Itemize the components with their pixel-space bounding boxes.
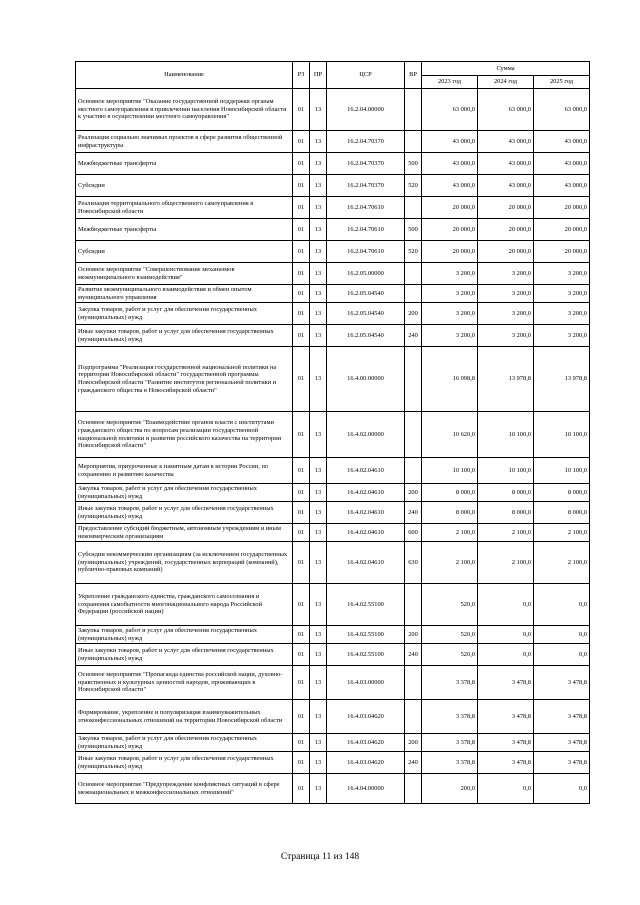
cell-vr: 630: [405, 542, 422, 584]
cell-csr: 16.4.03.04620: [327, 734, 405, 752]
cell-pr: 13: [310, 325, 327, 347]
header-rz: РЗ: [293, 62, 310, 89]
cell-vr: [405, 131, 422, 153]
cell-2024: 43 000,0: [478, 131, 534, 153]
cell-pr: 13: [310, 666, 327, 700]
table-row: [76, 584, 590, 626]
cell-2024: 0,0: [478, 626, 534, 644]
cell-rz: 01: [293, 325, 310, 347]
cell-2025: 0,0: [534, 644, 590, 666]
cell-rz: 01: [293, 285, 310, 303]
cell-vr: [405, 584, 422, 626]
cell-2025: 3 478,8: [534, 700, 590, 734]
cell-name: Реализация территориального общественного самоуправления в Новосибирской области: [76, 197, 293, 219]
cell-name: Предоставление субсидий бюджетным, автономным учреждениям и иным некоммерческим организациям: [76, 524, 293, 542]
header-year-2024: 2024 год: [478, 76, 534, 89]
cell-2025: 10 100,0: [534, 458, 590, 484]
cell-vr: [405, 347, 422, 412]
cell-csr: 16.4.03.04620: [327, 752, 405, 774]
cell-vr: 240: [405, 644, 422, 666]
cell-name: Закупка товаров, работ и услуг для обеспечения государственных (муниципальных) нужд: [76, 303, 293, 325]
cell-pr: 13: [310, 131, 327, 153]
cell-csr: 16.2.04.70610: [327, 241, 405, 263]
cell-rz: 01: [293, 458, 310, 484]
cell-csr: 16.2.05.04540: [327, 325, 405, 347]
cell-rz: 01: [293, 666, 310, 700]
cell-2025: 3 478,8: [534, 666, 590, 700]
table-row: [76, 219, 590, 241]
cell-2025: 43 000,0: [534, 131, 590, 153]
cell-2024: 13 978,8: [478, 347, 534, 412]
table-row: [76, 89, 590, 131]
table-row: [76, 153, 590, 175]
table-row: [76, 666, 590, 700]
table-row: [76, 774, 590, 804]
table-row: [76, 734, 590, 752]
cell-name: Иные закупки товаров, работ и услуг для обеспечения государственных (муниципальных) нужд: [76, 644, 293, 666]
cell-pr: 13: [310, 626, 327, 644]
cell-2024: 20 000,0: [478, 241, 534, 263]
cell-rz: 01: [293, 347, 310, 412]
cell-rz: 01: [293, 175, 310, 197]
cell-rz: 01: [293, 89, 310, 131]
cell-rz: 01: [293, 700, 310, 734]
cell-csr: 16.4.02.04610: [327, 458, 405, 484]
cell-2023: 8 000,0: [422, 502, 478, 524]
table-row: [76, 197, 590, 219]
cell-rz: 01: [293, 484, 310, 502]
cell-csr: 16.4.02.04610: [327, 484, 405, 502]
cell-2025: 0,0: [534, 774, 590, 804]
cell-pr: 13: [310, 774, 327, 804]
cell-csr: 16.2.04.70370: [327, 131, 405, 153]
cell-2023: 200,0: [422, 774, 478, 804]
cell-2023: 63 000,0: [422, 89, 478, 131]
cell-2025: 8 000,0: [534, 502, 590, 524]
cell-2023: 3 378,8: [422, 752, 478, 774]
cell-pr: 13: [310, 219, 327, 241]
cell-2024: 0,0: [478, 774, 534, 804]
budget-table: [75, 61, 590, 804]
cell-rz: 01: [293, 774, 310, 804]
cell-2024: 43 000,0: [478, 153, 534, 175]
cell-2025: 8 000,0: [534, 484, 590, 502]
cell-2024: 3 478,8: [478, 666, 534, 700]
cell-name: Иные закупки товаров, работ и услуг для обеспечения государственных (муниципальных) нужд: [76, 502, 293, 524]
cell-name: Мероприятия, приуроченные к памятным датам в истории России, по сохранению и развитию казачества: [76, 458, 293, 484]
cell-vr: [405, 197, 422, 219]
cell-pr: 13: [310, 347, 327, 412]
cell-2024: 43 000,0: [478, 175, 534, 197]
cell-vr: [405, 666, 422, 700]
cell-csr: 16.2.04.00000: [327, 89, 405, 131]
cell-2025: 2 100,0: [534, 542, 590, 584]
cell-2024: 8 000,0: [478, 484, 534, 502]
table-row: [76, 263, 590, 285]
table-body: [76, 89, 590, 804]
table-row: [76, 502, 590, 524]
cell-csr: 16.4.02.04610: [327, 524, 405, 542]
cell-2025: 0,0: [534, 626, 590, 644]
cell-2023: 3 200,0: [422, 263, 478, 285]
cell-2024: 10 100,0: [478, 458, 534, 484]
cell-csr: 16.2.04.70370: [327, 175, 405, 197]
cell-pr: 13: [310, 458, 327, 484]
cell-2023: 3 378,8: [422, 734, 478, 752]
cell-pr: 13: [310, 153, 327, 175]
cell-vr: [405, 700, 422, 734]
cell-pr: 13: [310, 175, 327, 197]
cell-2024: 3 478,8: [478, 734, 534, 752]
cell-name: Закупка товаров, работ и услуг для обеспечения государственных (муниципальных) нужд: [76, 626, 293, 644]
cell-vr: [405, 285, 422, 303]
cell-vr: 500: [405, 153, 422, 175]
cell-vr: 600: [405, 524, 422, 542]
cell-2023: 20 000,0: [422, 219, 478, 241]
page-number: Страница 11 из 148: [280, 852, 360, 862]
cell-vr: [405, 774, 422, 804]
cell-pr: 13: [310, 412, 327, 458]
cell-2025: 3 200,0: [534, 263, 590, 285]
table-row: [76, 303, 590, 325]
cell-pr: 13: [310, 542, 327, 584]
cell-2024: 20 000,0: [478, 219, 534, 241]
cell-name: Развитие межмуниципального взаимодействия и обмен опытом муниципального управления: [76, 285, 293, 303]
cell-csr: 16.4.00.00000: [327, 347, 405, 412]
cell-2025: 3 200,0: [534, 325, 590, 347]
cell-csr: 16.2.04.70370: [327, 153, 405, 175]
table-row: [76, 285, 590, 303]
table-header: [76, 62, 590, 89]
cell-csr: 16.2.04.70610: [327, 219, 405, 241]
cell-2023: 10 100,0: [422, 458, 478, 484]
cell-pr: 13: [310, 197, 327, 219]
cell-csr: 16.4.02.55100: [327, 644, 405, 666]
cell-rz: 01: [293, 241, 310, 263]
cell-pr: 13: [310, 700, 327, 734]
cell-csr: 16.2.05.04540: [327, 285, 405, 303]
cell-csr: 16.4.02.55100: [327, 626, 405, 644]
cell-csr: 16.2.05.04540: [327, 303, 405, 325]
header-sum: Сумма: [422, 62, 590, 76]
table-row: [76, 626, 590, 644]
table-row: [76, 131, 590, 153]
cell-vr: [405, 412, 422, 458]
cell-vr: [405, 458, 422, 484]
cell-2024: 3 478,8: [478, 700, 534, 734]
cell-rz: 01: [293, 542, 310, 584]
cell-2025: 3 478,8: [534, 752, 590, 774]
cell-rz: 01: [293, 734, 310, 752]
cell-vr: 520: [405, 175, 422, 197]
cell-name: Основное мероприятие "Предупреждение конфликтных ситуаций в сфере межнациональных и межконфессиональных отношений": [76, 774, 293, 804]
cell-name: Укрепление гражданского единства, гражданского самосознания и сохранения самобытности многонационального народа Российской Федерации (российской нации): [76, 584, 293, 626]
cell-2024: 2 100,0: [478, 524, 534, 542]
cell-pr: 13: [310, 584, 327, 626]
cell-rz: 01: [293, 263, 310, 285]
cell-rz: 01: [293, 502, 310, 524]
cell-2024: 3 478,8: [478, 752, 534, 774]
cell-name: Формирование, укрепление и популяризация взаимоуважительных этноконфессиональных отношений на территории Новосибирской области: [76, 700, 293, 734]
cell-name: Закупка товаров, работ и услуг для обеспечения государственных (муниципальных) нужд: [76, 734, 293, 752]
cell-rz: 01: [293, 584, 310, 626]
cell-2025: 63 000,0: [534, 89, 590, 131]
cell-2023: 3 200,0: [422, 285, 478, 303]
cell-pr: 13: [310, 502, 327, 524]
header-year-2023: 2023 год: [422, 76, 478, 89]
cell-name: Межбюджетные трансферты: [76, 153, 293, 175]
cell-vr: [405, 263, 422, 285]
cell-csr: 16.4.04.00000: [327, 774, 405, 804]
cell-vr: 240: [405, 325, 422, 347]
cell-vr: [405, 89, 422, 131]
cell-2023: 3 200,0: [422, 325, 478, 347]
cell-name: Субсидии: [76, 241, 293, 263]
table-row: [76, 542, 590, 584]
cell-2024: 0,0: [478, 644, 534, 666]
table-row: [76, 752, 590, 774]
cell-2025: 20 000,0: [534, 197, 590, 219]
cell-2023: 20 000,0: [422, 197, 478, 219]
cell-pr: 13: [310, 285, 327, 303]
cell-2023: 43 000,0: [422, 153, 478, 175]
header-name: Наименование: [76, 62, 293, 89]
cell-pr: 13: [310, 263, 327, 285]
cell-2023: 3 378,8: [422, 700, 478, 734]
cell-2023: 2 100,0: [422, 524, 478, 542]
header-pr: ПР: [310, 62, 327, 89]
table-row: [76, 175, 590, 197]
cell-2024: 10 100,0: [478, 412, 534, 458]
cell-csr: 16.2.04.70610: [327, 197, 405, 219]
table-row: [76, 524, 590, 542]
cell-csr: 16.4.03.00000: [327, 666, 405, 700]
cell-rz: 01: [293, 197, 310, 219]
cell-2023: 43 000,0: [422, 131, 478, 153]
cell-rz: 01: [293, 219, 310, 241]
cell-2023: 8 000,0: [422, 484, 478, 502]
cell-name: Иные закупки товаров, работ и услуг для обеспечения государственных (муниципальных) нужд: [76, 752, 293, 774]
cell-2023: 10 620,0: [422, 412, 478, 458]
cell-2023: 520,0: [422, 626, 478, 644]
cell-2025: 43 000,0: [534, 175, 590, 197]
cell-pr: 13: [310, 734, 327, 752]
cell-2025: 20 000,0: [534, 241, 590, 263]
header-csr: ЦСР: [327, 62, 405, 89]
cell-2024: 63 000,0: [478, 89, 534, 131]
cell-vr: 240: [405, 752, 422, 774]
cell-pr: 13: [310, 524, 327, 542]
cell-rz: 01: [293, 303, 310, 325]
cell-name: Основное мероприятие "Взаимодействие органов власти с институтами гражданского общества по вопросам реализации государственной национальной политики и развития российского казачества на территории Новосибирской области": [76, 412, 293, 458]
table-row: [76, 412, 590, 458]
cell-2023: 2 100,0: [422, 542, 478, 584]
table-row: [76, 484, 590, 502]
cell-2024: 3 200,0: [478, 325, 534, 347]
cell-csr: 16.4.02.04610: [327, 502, 405, 524]
cell-2025: 43 000,0: [534, 153, 590, 175]
cell-vr: 200: [405, 734, 422, 752]
cell-rz: 01: [293, 412, 310, 458]
cell-csr: 16.4.02.04610: [327, 542, 405, 584]
cell-2023: 520,0: [422, 644, 478, 666]
cell-vr: 240: [405, 502, 422, 524]
cell-pr: 13: [310, 89, 327, 131]
cell-2023: 3 200,0: [422, 303, 478, 325]
cell-2023: 520,0: [422, 584, 478, 626]
table-row: [76, 700, 590, 734]
cell-rz: 01: [293, 752, 310, 774]
cell-2023: 20 000,0: [422, 241, 478, 263]
cell-2025: 0,0: [534, 584, 590, 626]
cell-name: Подпрограмма "Реализация государственной национальной политики на территории Новосибирской области" государственной программы Новосибирской области "Развитие институтов региональной политики и гражданского общества в Новосибирской области": [76, 347, 293, 412]
cell-2025: 10 100,0: [534, 412, 590, 458]
cell-rz: 01: [293, 626, 310, 644]
cell-vr: 500: [405, 219, 422, 241]
cell-csr: 16.4.02.00000: [327, 412, 405, 458]
table-row: [76, 325, 590, 347]
cell-name: Основное мероприятие "Пропаганда единства российской нации, духовно-нравственных и культурных ценностей народов, проживающих в Новосибирской области": [76, 666, 293, 700]
cell-2023: 16 098,8: [422, 347, 478, 412]
cell-csr: 16.4.02.55100: [327, 584, 405, 626]
cell-2024: 3 200,0: [478, 303, 534, 325]
cell-name: Субсидии некоммерческим организациям (за исключением государственных (муниципальных) учреждений, государственных корпораций (компаний), публично-правовых компаний): [76, 542, 293, 584]
header-vr: ВР: [405, 62, 422, 89]
cell-2025: 3 200,0: [534, 303, 590, 325]
cell-vr: 200: [405, 303, 422, 325]
cell-rz: 01: [293, 644, 310, 666]
cell-2024: 20 000,0: [478, 197, 534, 219]
cell-vr: 200: [405, 484, 422, 502]
cell-2025: 3 200,0: [534, 285, 590, 303]
cell-pr: 13: [310, 303, 327, 325]
cell-pr: 13: [310, 752, 327, 774]
cell-name: Субсидии: [76, 175, 293, 197]
cell-rz: 01: [293, 524, 310, 542]
cell-2025: 2 100,0: [534, 524, 590, 542]
cell-rz: 01: [293, 131, 310, 153]
table-row: [76, 644, 590, 666]
table-row: [76, 458, 590, 484]
cell-csr: 16.2.05.00000: [327, 263, 405, 285]
cell-2024: 0,0: [478, 584, 534, 626]
cell-name: Реализация социально значимых проектов в сфере развития общественной инфраструктуры: [76, 131, 293, 153]
cell-pr: 13: [310, 484, 327, 502]
cell-pr: 13: [310, 644, 327, 666]
cell-2024: 3 200,0: [478, 285, 534, 303]
cell-name: Закупка товаров, работ и услуг для обеспечения государственных (муниципальных) нужд: [76, 484, 293, 502]
cell-2024: 2 100,0: [478, 542, 534, 584]
cell-2025: 13 978,8: [534, 347, 590, 412]
table-row: [76, 347, 590, 412]
cell-csr: 16.4.03.04620: [327, 700, 405, 734]
cell-2024: 8 000,0: [478, 502, 534, 524]
table-row: [76, 241, 590, 263]
cell-pr: 13: [310, 241, 327, 263]
cell-vr: 520: [405, 241, 422, 263]
cell-2024: 3 200,0: [478, 263, 534, 285]
cell-2023: 43 000,0: [422, 175, 478, 197]
cell-rz: 01: [293, 153, 310, 175]
header-year-2025: 2025 год: [534, 76, 590, 89]
cell-name: Межбюджетные трансферты: [76, 219, 293, 241]
cell-2025: 20 000,0: [534, 219, 590, 241]
cell-2023: 3 378,8: [422, 666, 478, 700]
cell-name: Основное мероприятие "Совершенствование механизмов межмуниципального взаимодействия": [76, 263, 293, 285]
cell-name: Иные закупки товаров, работ и услуг для обеспечения государственных (муниципальных) нужд: [76, 325, 293, 347]
cell-vr: 200: [405, 626, 422, 644]
cell-name: Основное мероприятие "Оказание государственной поддержки органам местного самоуправления в привлечении населения Новосибирской области к участию в осуществлении местного самоуправления": [76, 89, 293, 131]
cell-2025: 3 478,8: [534, 734, 590, 752]
